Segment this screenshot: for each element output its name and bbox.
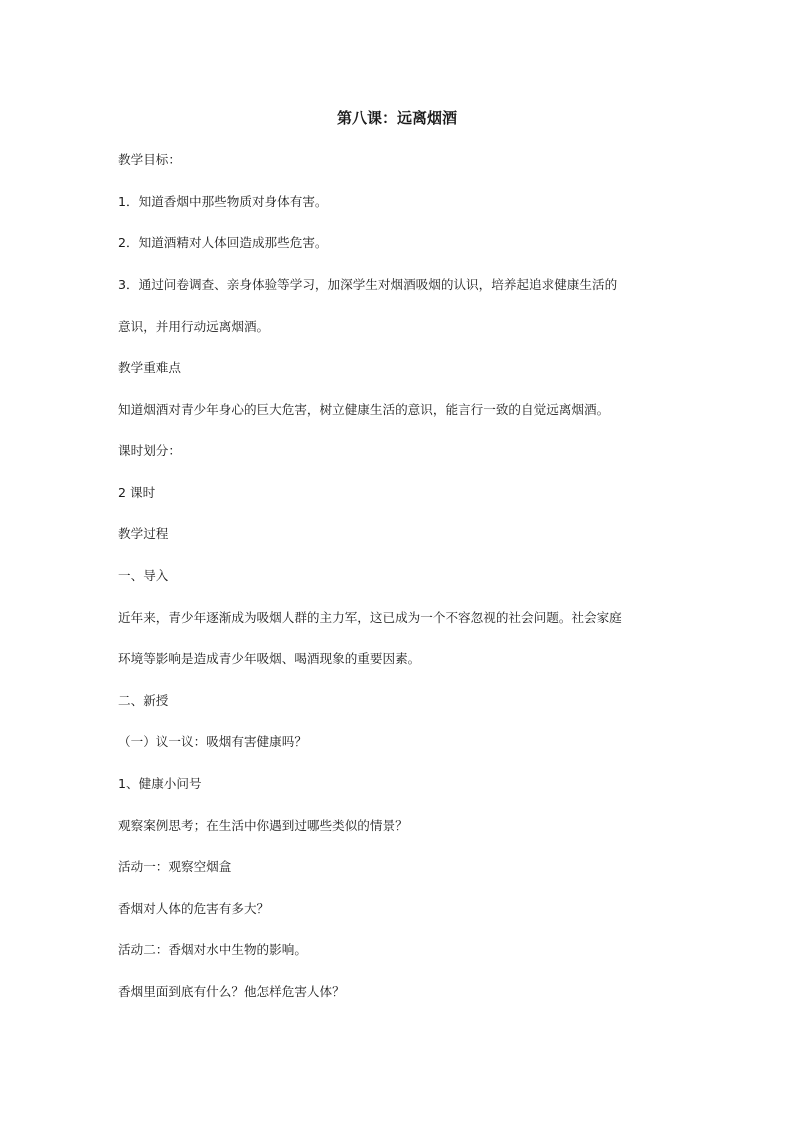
text-line: 2．知道酒精对人体回造成那些危害。	[118, 235, 328, 250]
text-line: （一）议一议：吸烟有害健康吗？	[118, 734, 307, 749]
text-line: 3．通过问卷调查、亲身体验等学习，加深学生对烟酒吸烟的认识，培养起追求健康生活的	[118, 277, 618, 292]
text-line: 课时划分：	[118, 443, 181, 458]
text-line: 教学过程	[118, 526, 169, 541]
text-line: 教学目标：	[118, 152, 181, 167]
text-line: 1、健康小问号	[118, 776, 202, 791]
text-line: 教学重难点	[118, 360, 181, 375]
document-title: 第八课：远离烟酒	[336, 109, 457, 127]
text-line: 1．知道香烟中那些物质对身体有害。	[118, 194, 328, 209]
text-line: 2 课时	[118, 485, 156, 500]
text-line: 知道烟酒对青少年身心的巨大危害，树立健康生活的意识，能言行一致的自觉远离烟酒。	[118, 402, 610, 417]
text-line: 香烟里面到底有什么？他怎样危害人体？	[118, 984, 345, 999]
text-line: 环境等影响是造成青少年吸烟、喝酒现象的重要因素。	[118, 651, 421, 666]
text-line: 活动一：观察空烟盒	[118, 859, 232, 874]
text-line: 二、新授	[118, 693, 169, 708]
text-line: 意识，并用行动远离烟酒。	[118, 319, 270, 334]
text-line: 近年来，青少年逐渐成为吸烟人群的主力军，这已成为一个不容忽视的社会问题。社会家庭	[118, 610, 622, 625]
text-line: 香烟对人体的危害有多大？	[118, 901, 270, 916]
text-line: 观察案例思考；在生活中你遇到过哪些类似的情景？	[118, 818, 408, 833]
text-line: 一、导入	[118, 568, 169, 583]
text-line: 活动二：香烟对水中生物的影响。	[118, 942, 307, 957]
